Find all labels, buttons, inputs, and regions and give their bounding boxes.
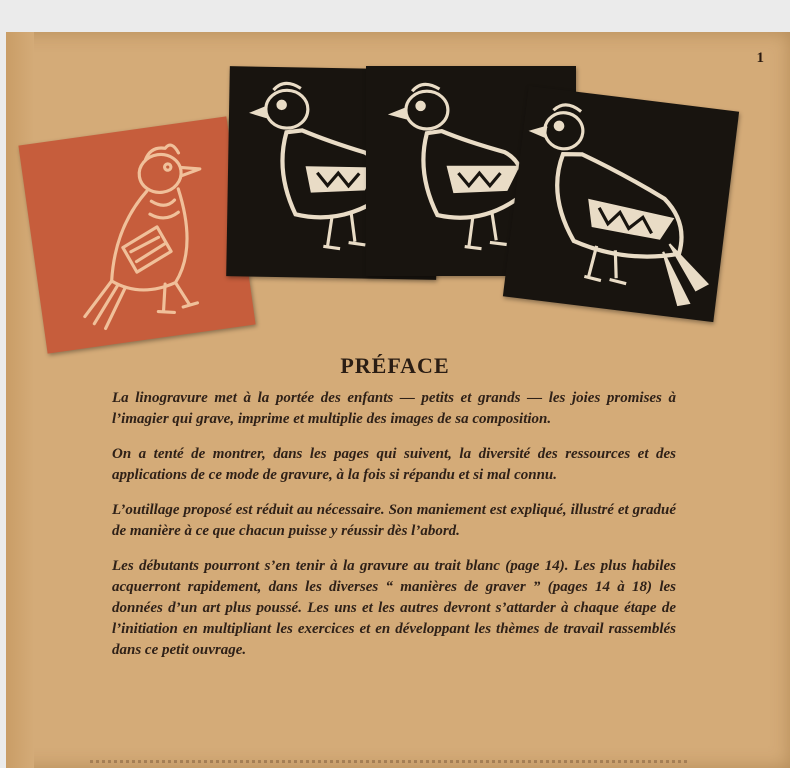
preface-paragraph-1: La linogravure met à la portée des enfants — petits et grands — les joies promises à l’imagier qui grave, imprime et multiplie des images de sa composition. (112, 390, 676, 427)
page-edge (6, 32, 34, 768)
red-bird-print (18, 116, 255, 353)
preface-paragraph-3: L’outillage proposé est réduit au nécessaire. Son maniement est expliqué, illustré et gradué de manière à ce que chacun puisse y réussir dès l’abord. (112, 502, 676, 539)
bird-linocut-icon (503, 86, 739, 322)
preface-body (112, 388, 676, 675)
bird-linocut-icon (18, 116, 255, 353)
preface-paragraph-4: Les débutants pourront s’en tenir à la gravure au trait blanc (page 14). Les plus habiles acquerront rapidement, dans les diverses “ manières de graver ” (pages 14 à 18) les données d’un art plus poussé. Les uns et les autres devront s’attarder à chaque étape de l’initiation en multipliant les exercices et en développant les thèmes de travail rassemblés dans ce petit ouvrage. (112, 558, 676, 658)
page-number: 1 (756, 50, 764, 66)
black-bird-print-3 (503, 86, 739, 322)
preface-paragraph-2: On a tenté de montrer, dans les pages qui suivent, la diversité des ressources et des applications de ce mode de gravure, à la fois si répandu et si mal connu. (112, 446, 676, 483)
footer-fine-print (90, 760, 690, 763)
page-title: PRÉFACE (340, 352, 450, 378)
